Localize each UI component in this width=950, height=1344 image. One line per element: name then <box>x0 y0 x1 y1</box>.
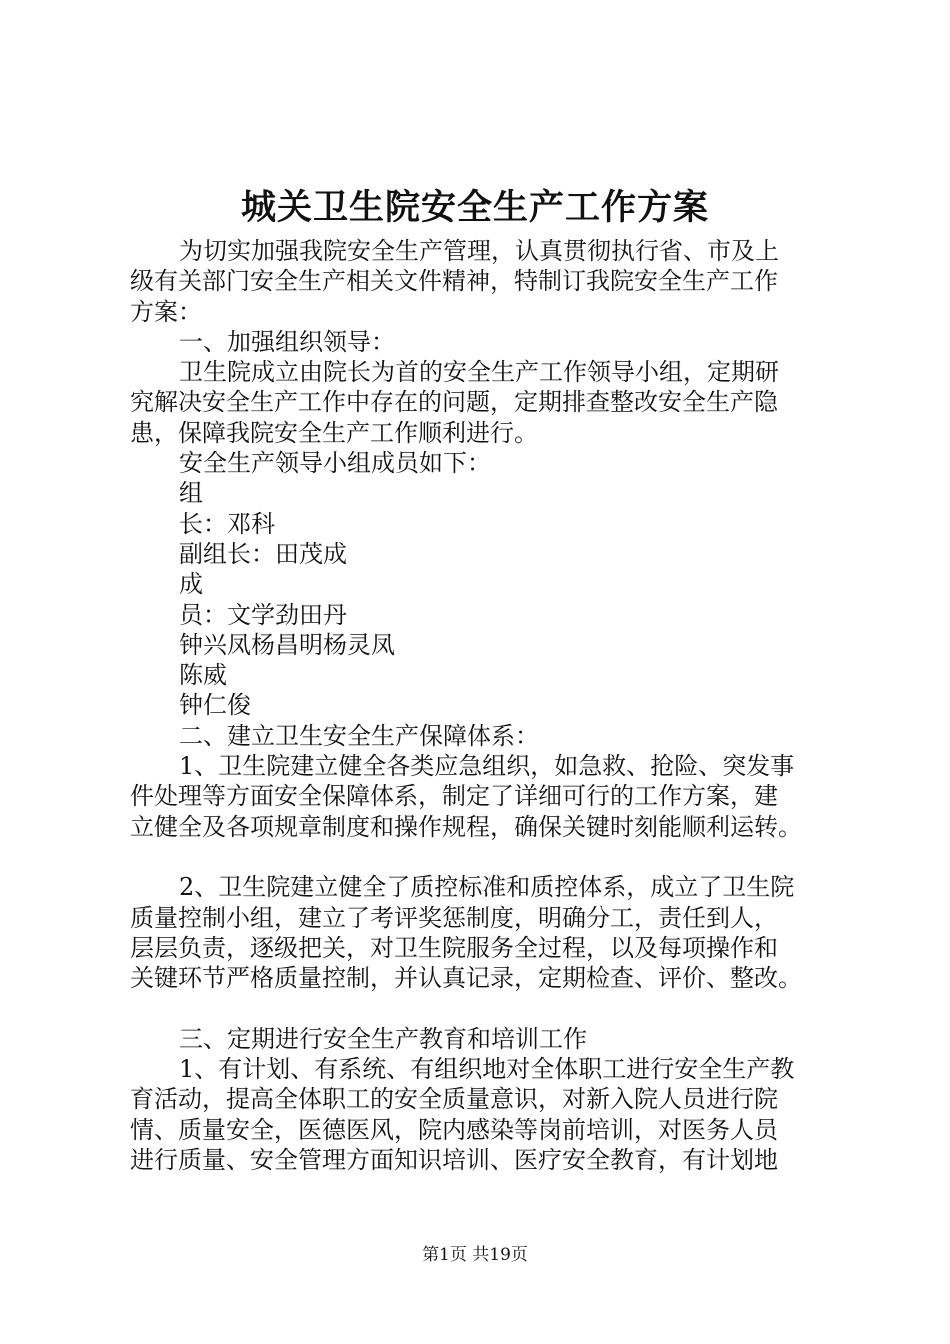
paragraph-line: 方案： <box>130 297 202 326</box>
document-title: 城关卫生院安全生产工作方案 <box>240 187 709 228</box>
member-line: 钟兴凤杨昌明杨灵凤 <box>179 630 395 659</box>
document-body <box>130 236 832 1175</box>
section-heading: 三、定期进行安全生产教育和培训工作 <box>179 1024 587 1053</box>
paragraph-line: 安全生产领导小组成员如下： <box>179 449 491 478</box>
section-heading: 二、建立卫生安全生产保障体系： <box>179 721 539 750</box>
page-number: 第1页 共19页 <box>422 1245 528 1265</box>
paragraph-line: 1、有计划、有系统、有组织地对全体职工进行安全生产教 <box>179 1055 795 1084</box>
paragraph-line: 进行质量、安全管理方面知识培训、医疗安全教育，有计划地 <box>130 1145 778 1174</box>
paragraph-line: 究解决安全生产工作中存在的问题，定期排查整改安全生产隐 <box>130 388 778 417</box>
paragraph-line: 情、质量安全，医德医风，院内感染等岗前培训，对医务人员 <box>130 1115 778 1144</box>
member-line: 钟仁俊 <box>179 691 251 720</box>
paragraph-line: 关键环节严格质量控制，并认真记录，定期检查、评价、整改。 <box>130 964 802 993</box>
member-line: 组 <box>179 479 203 508</box>
member-line: 陈威 <box>179 661 227 690</box>
paragraph-line: 卫生院成立由院长为首的安全生产工作领导小组，定期研 <box>179 358 779 387</box>
paragraph-gap <box>130 842 832 872</box>
paragraph-line: 立健全及各项规章制度和操作规程，确保关键时刻能顺利运转。 <box>130 812 802 841</box>
paragraph-line: 质量控制小组，建立了考评奖惩制度，明确分工，责任到人， <box>130 903 778 932</box>
paragraph-line: 级有关部门安全生产相关文件精神，特制订我院安全生产工作 <box>130 267 778 296</box>
paragraph-line: 1、卫生院建立健全各类应急组织，如急救、抢险、突发事 <box>179 752 795 781</box>
member-line: 副组长：田茂成 <box>179 539 347 568</box>
paragraph-line: 为切实加强我院安全生产管理，认真贯彻执行省、市及上 <box>179 237 779 265</box>
paragraph-line: 患，保障我院安全生产工作顺利进行。 <box>130 418 538 447</box>
member-line: 员：文学劲田丹 <box>179 600 347 629</box>
paragraph-line: 件处理等方面安全保障体系，制定了详细可行的工作方案，建 <box>130 782 778 811</box>
section-heading: 一、加强组织领导： <box>179 327 395 356</box>
paragraph-line: 2、卫生院建立健全了质控标准和质控体系，成立了卫生院 <box>179 873 795 902</box>
member-line: 成 <box>179 570 203 599</box>
paragraph-line: 育活动，提高全体职工的安全质量意识，对新入院人员进行院 <box>130 1085 778 1114</box>
paragraph-line: 层层负责，逐级把关，对卫生院服务全过程，以及每项操作和 <box>130 933 778 962</box>
member-line: 长：邓科 <box>179 509 275 538</box>
paragraph-gap <box>130 993 832 1023</box>
